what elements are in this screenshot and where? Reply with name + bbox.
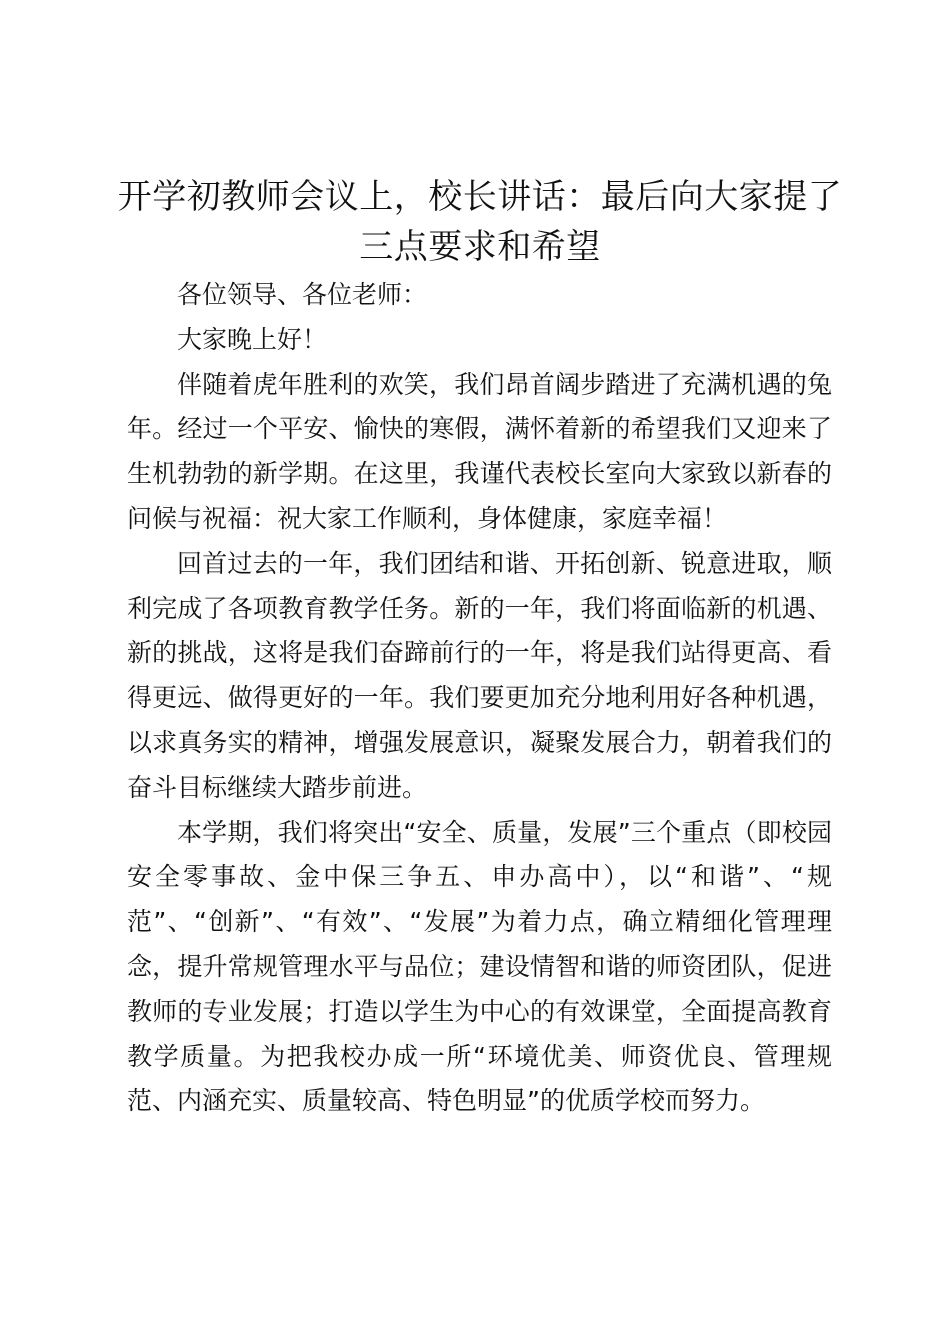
- body-paragraph: 本学期，我们将突出“安全、质量，发展”三个重点（即校园安全零事故、金中保三争五、申办高中），以“和谐”、“规范”、“创新”、“有效”、“发展”为着力点，确立精细化管理理念，提升常规管理水平与品位；建设情智和谐的师资团队，促进教师的专业发展；打造以学生为中心的有效课堂，全面提高教育教学质量。为把我校办成一所“环境优美、师资优良、管理规范、内涵充实、质量较高、特色明显”的优质学校而努力。: [127, 817, 832, 1116]
- salutation: 各位领导、各位老师：: [177, 280, 428, 309]
- body-paragraph: 回首过去的一年，我们团结和谐、开拓创新、锐意进取，顺利完成了各项教育教学任务。新的一年，我们将面临新的机遇、新的挑战，这将是我们奋蹄前行的一年，将是我们站得更高、看得更远、做得更好的一年。我们要更加充分地利用好各种机遇，以求真务实的精神，增强发展意识，凝聚发展合力，朝着我们的奋斗目标继续大踏步前进。: [127, 548, 832, 802]
- greeting: 大家晚上好！: [177, 324, 328, 354]
- document-body: [127, 273, 832, 1124]
- body-paragraph: 伴随着虎年胜利的欢笑，我们昂首阔步踏进了充满机遇的兔年。经过一个平安、愉快的寒假，满怀着新的希望我们又迎来了生机勃勃的新学期。在这里，我谨代表校长室向大家致以新春的问候与祝福：祝大家工作顺利，身体健康，家庭幸福！: [127, 369, 832, 533]
- document-title: 开学初教师会议上，校长讲话：最后向大家提了三点要求和希望: [117, 177, 843, 267]
